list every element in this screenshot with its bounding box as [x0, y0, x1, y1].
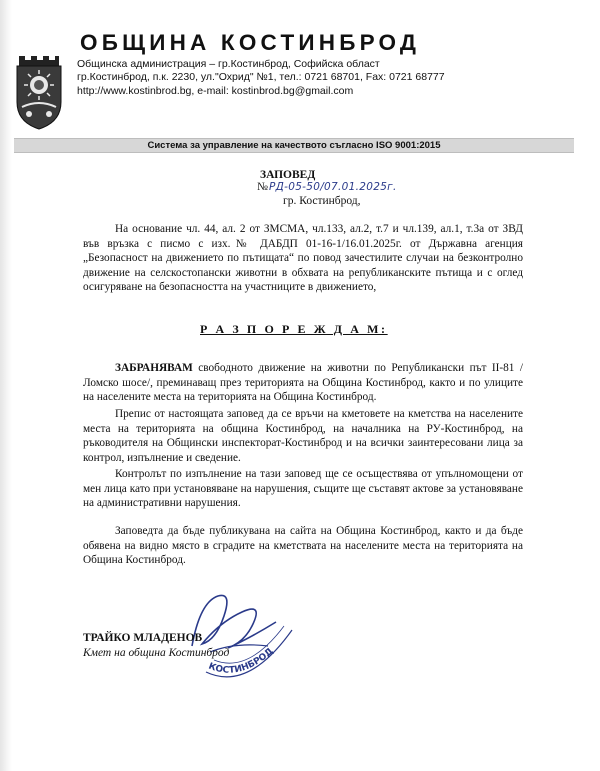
stamp-text: КОСТИНБРОД: [206, 646, 276, 676]
coat-of-arms-icon: [14, 52, 64, 130]
official-stamp: [200, 612, 296, 680]
handwritten-order-number: РД-05-50/07.01.2025г.: [268, 181, 397, 193]
order-number: [257, 181, 397, 193]
decree-heading: Р А З П О Р Е Ж Д А М:: [200, 322, 388, 336]
page-edge-shadow: [0, 0, 12, 771]
address-line: Общинска администрация – гр.Костинброд, Софийска област: [77, 58, 380, 70]
paragraph-text: Заповедта да бъде публикувана на сайта на Община Костинброд, както и да бъде обявена на видно място в сградите на кметствата на населените места на територията на Община Костинброд.: [83, 525, 523, 567]
paragraph-publication: [83, 524, 523, 568]
signatory-role: Кмет на община Костинброд: [83, 647, 230, 659]
address-line: гр.Костинброд, п.к. 2230, ул."Охрид" №1, тел.: 0721 68701, Fax: 0721 68777: [77, 71, 445, 84]
paragraph-control: [83, 467, 523, 511]
paragraph-text: Контролът по изпълнение на тази заповед ще се осъществява от упълномощени от мен лица като при установяване на нарушения, същите ще съставят актове за установяване на административни нарушения.: [83, 468, 523, 510]
paragraph-distribution: [83, 407, 523, 465]
paragraph-legal-basis: [83, 222, 523, 295]
number-prefix: №: [257, 181, 268, 193]
paragraph-text: На основание чл. 44, ал. 2 от ЗМСМА, чл.133, ал.2, т.7 и чл.139, ал.1, т.3а от ЗВД във връзка с писмо с изх.№ ДАБДП 01-16-1/16.01.2025г. от Държавна агенция „Безопасност на движението по пътищата“ по повод зачестилите случаи на безконтролно движение на селскостопански животни в обхвата на републиканските пътища и с оглед осигуряване на безопасността на участниците в движението,: [83, 223, 523, 294]
paragraph-text: свободното движение на животни по Републикански път II-81 /Ломско шосе/, преминаващ през територията на Община Костинброд, както и по улиците на населените места на територията на Община Костинброд.: [83, 362, 523, 404]
order-city: гр. Костинброд,: [283, 195, 361, 207]
order-title: ЗАПОВЕД: [260, 169, 316, 181]
signatory-name: ТРАЙКО МЛАДЕНОВ: [83, 632, 203, 644]
address-line: http://www.kostinbrod.bg, e-mail: kostinbrod.bg@gmail.com: [77, 84, 354, 97]
paragraph-prohibition: [83, 361, 523, 405]
prohibition-keyword: ЗАБРАНЯВАМ: [115, 362, 193, 374]
iso-quality-band: Система за управление на качеството съгласно ISO 9001:2015: [14, 138, 574, 153]
organization-title: ОБЩИНА КОСТИНБРОД: [80, 30, 421, 55]
address-block: [77, 58, 445, 98]
paragraph-text: Препис от настоящата заповед да се връчи на кметовете на кметства на населените места на територията на община Костинброд, на началника на РУ-Костинброд, на ръководителя на Общински инспекторат-Костинброд и на всички заинтересовани лица за контрол, изпълнение и сведение.: [83, 408, 523, 464]
